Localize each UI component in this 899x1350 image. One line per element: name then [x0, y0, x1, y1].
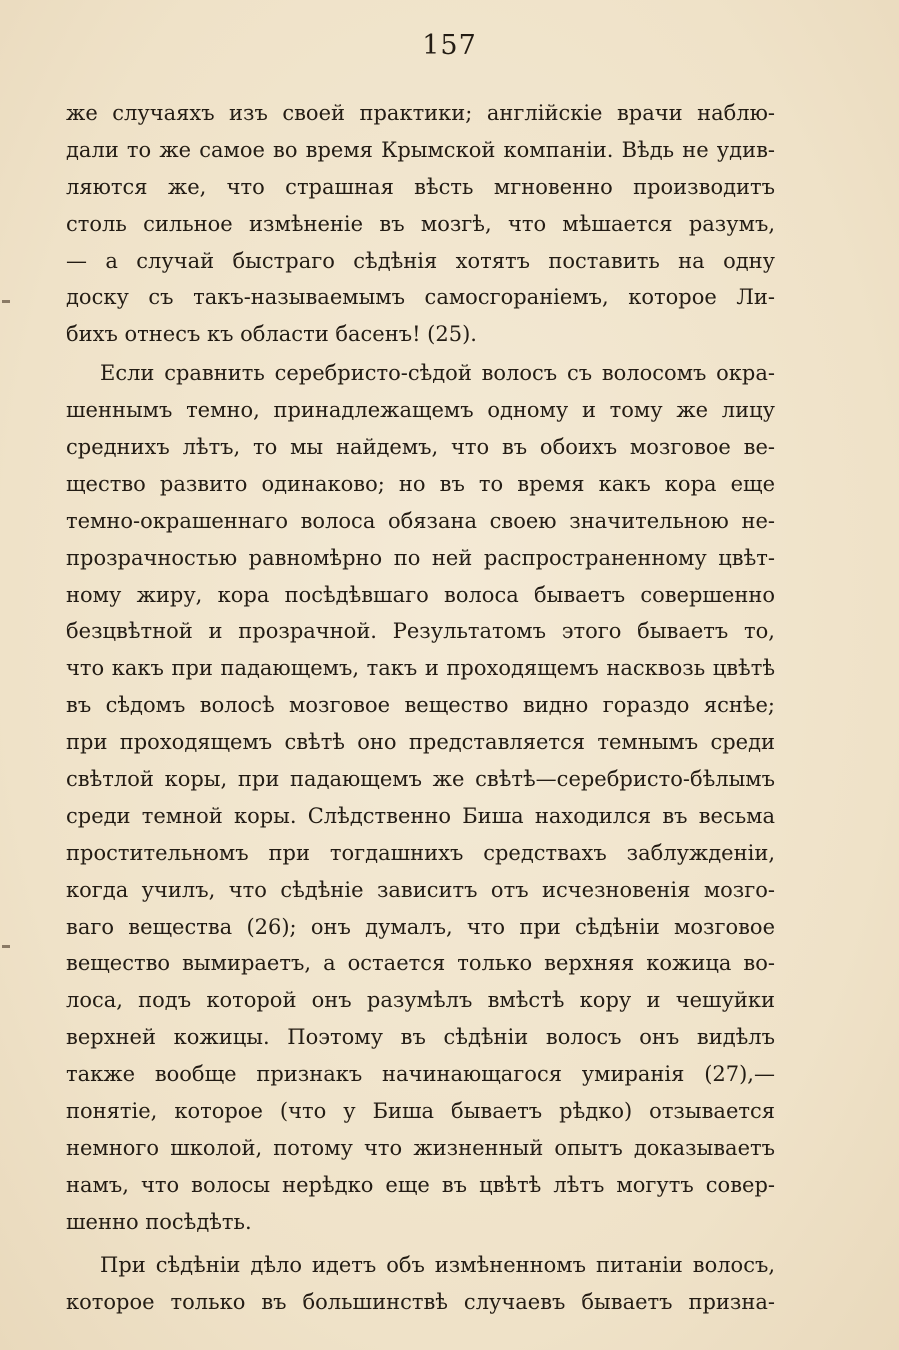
text-line: шеннымъ темно, принадлежащемъ одному и тому же лицу: [66, 398, 775, 423]
text-line: прозрачностью равномѣрно по ней распространенному цвѣт-: [66, 545, 775, 570]
text-line: При сѣдѣніи дѣло идетъ объ измѣненномъ питаніи волосъ,: [100, 1252, 775, 1277]
text-line: свѣтлой коры, при падающемъ же свѣтѣ—серебристо-бѣлымъ: [66, 767, 775, 792]
text-line: щество развито одинаково; но въ то время какъ кора еще: [66, 471, 775, 496]
text-line: вещество вымираетъ, а остается только верхняя кожица во-: [66, 951, 775, 976]
text-line: столь сильное измѣненіе въ мозгѣ, что мѣшается разумъ,: [66, 211, 775, 236]
text-line: среди темной коры. Слѣдственно Биша находился въ весьма: [66, 803, 775, 828]
text-line: — а случай быстраго сѣдѣнія хотятъ поставить на одну: [66, 248, 775, 273]
text-line: ваго вещества (26); онъ думалъ, что при сѣдѣніи мозговое: [66, 914, 775, 939]
paragraph: [66, 355, 775, 1240]
text-line: дали то же самое во время Крымской компаніи. Вѣдь не удив-: [66, 137, 775, 162]
text-line: доску съ такъ-называемымъ самосгораніемъ, которое Ли-: [66, 285, 775, 310]
text-line: намъ, что волосы нерѣдко еще въ цвѣтѣ лѣтъ могутъ совер-: [66, 1172, 775, 1197]
text-line: въ сѣдомъ волосѣ мозговое вещество видно гораздо яснѣе;: [66, 693, 775, 718]
body-text: [66, 95, 775, 1320]
text-line: же случаяхъ изъ своей практики; англійскіе врачи наблю-: [66, 101, 775, 125]
text-line: которое только въ большинствѣ случаевъ бываетъ призна-: [66, 1289, 775, 1314]
text-line: Если сравнить серебристо-сѣдой волосъ съ волосомъ окра-: [100, 361, 775, 386]
text-line: что какъ при падающемъ, такъ и проходящемъ насквозь цвѣтѣ: [66, 656, 775, 681]
text-line: также вообще признакъ начинающагося умиранія (27),—: [66, 1062, 775, 1087]
page-number: 157: [422, 30, 477, 61]
text-line: простительномъ при тогдашнихъ средствахъ заблужденіи,: [66, 840, 775, 865]
text-line: немного школой, потому что жизненный опытъ доказываетъ: [66, 1135, 775, 1160]
text-line: шенно посѣдѣть.: [66, 1209, 252, 1234]
paragraph: [66, 1247, 775, 1321]
text-line: при проходящемъ свѣтѣ оно представляется темнымъ среди: [66, 730, 775, 755]
text-line: когда училъ, что сѣдѣніе зависитъ отъ исчезновенія мозго-: [66, 877, 775, 902]
margin-mark: [2, 945, 10, 948]
text-line: среднихъ лѣтъ, то мы найдемъ, что въ обоихъ мозговое ве-: [66, 435, 775, 460]
text-line: верхней кожицы. Поэтому въ сѣдѣніи волосъ онъ видѣлъ: [66, 1025, 775, 1050]
text-line: лоса, подъ которой онъ разумѣлъ вмѣстѣ кору и чешуйки: [66, 988, 775, 1013]
text-line: темно-окрашеннаго волоса обязана своею значительною не-: [66, 508, 775, 533]
paragraph: [66, 95, 775, 353]
text-line: бихъ отнесъ къ области басенъ! (25).: [66, 322, 477, 347]
text-line: понятіе, которое (что у Биша бываетъ рѣдко) отзывается: [66, 1099, 775, 1124]
text-line: ному жиру, кора посѣдѣвшаго волоса бываетъ совершенно: [66, 582, 775, 607]
text-line: ляются же, что страшная вѣсть мгновенно производитъ: [66, 174, 775, 199]
text-line: безцвѣтной и прозрачной. Результатомъ этого бываетъ то,: [66, 619, 775, 644]
margin-mark: [2, 300, 10, 303]
